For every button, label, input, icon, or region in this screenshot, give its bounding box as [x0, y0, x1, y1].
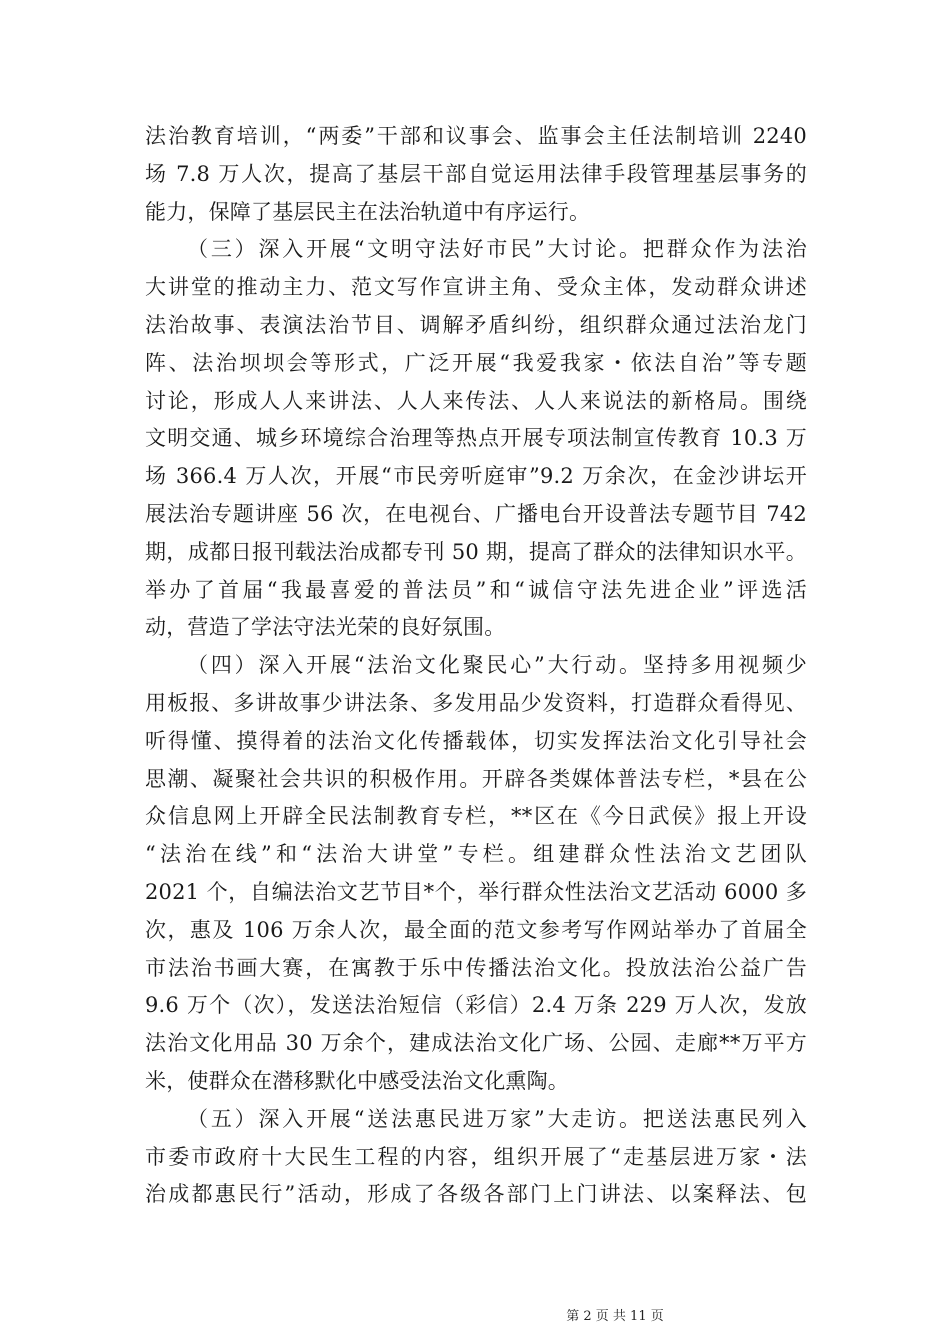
text-line: 能力，保障了基层民主在法治轨道中有序运行。: [145, 199, 591, 224]
text-line: 期，成都日报刊载法治成都专刊 50 期，提高了群众的法律知识水平。: [145, 539, 807, 564]
document-body: [145, 118, 807, 1214]
text-line: 场 7.8 万人次，提高了基层干部自觉运用法律手段管理基层事务的: [145, 161, 807, 186]
text-line: 法治教育培训，“两委”干部和议事会、监事会主任法制培训 2240: [145, 124, 807, 148]
text-line: 举办了首届“我最喜爱的普法员”和“诚信守法先进企业”评选活: [145, 577, 807, 602]
text-line: 米，使群众在潜移默化中感受法治文化熏陶。: [145, 1068, 569, 1093]
paragraph-section-4: [145, 647, 807, 1101]
text-line: 听得懂、摸得着的法治文化传播载体，切实发挥法治文化引导社会: [145, 728, 807, 753]
text-line: 2021 个，自编法治文艺节目*个，举行群众性法治文艺活动 6000 多: [145, 879, 807, 904]
text-line: 思潮、凝聚社会共识的积极作用。开辟各类媒体普法专栏，*县在公: [145, 766, 807, 791]
text-line: 市法治书画大赛，在寓教于乐中传播法治文化。投放法治公益广告: [145, 955, 807, 980]
text-line: 法治故事、表演法治节目、调解矛盾纠纷，组织群众通过法治龙门: [145, 312, 807, 337]
text-line: 治成都惠民行”活动，形成了各级各部门上门讲法、以案释法、包: [145, 1182, 807, 1207]
section-heading-line: （五）深入开展“送法惠民进万家”大走访。把送法惠民列入: [187, 1106, 807, 1131]
text-line: 法治文化用品 30 万余个，建成法治文化广场、公园、走廊**万平方: [145, 1031, 807, 1056]
paragraph-section-3: [145, 231, 807, 647]
text-line: 用板报、多讲故事少讲法条、多发用品少发资料，打造群众看得见、: [145, 690, 807, 715]
paragraph-1-continued: [145, 118, 807, 231]
text-line: 讨论，形成人人来讲法、人人来传法、人人来说法的新格局。围绕: [145, 388, 807, 413]
section-heading-line: （四）深入开展“法治文化聚民心”大行动。坚持多用视频少: [187, 653, 807, 678]
page-footer: [0, 1305, 950, 1324]
text-line: “法治在线”和“法治大讲堂”专栏。组建群众性法治文艺团队: [145, 842, 807, 867]
text-line: 次，惠及 106 万余人次，最全面的范文参考写作网站举办了首届全: [145, 917, 807, 942]
text-line: 大讲堂的推动主力、范文写作宣讲主角、受众主体，发动群众讲述: [145, 275, 807, 300]
text-line: 场 366.4 万人次，开展“市民旁听庭审”9.2 万余次，在金沙讲坛开: [145, 464, 807, 489]
text-line: 文明交通、城乡环境综合治理等热点开展专项法制宣传教育 10.3 万: [145, 426, 807, 451]
text-line: 动，营造了学法守法光荣的良好氛围。: [145, 615, 506, 640]
text-line: 众信息网上开辟全民法制教育专栏，**区在《今日武侯》报上开设: [145, 804, 807, 829]
text-line: 展法治专题讲座 56 次，在电视台、广播电台开设普法专题节目 742: [145, 501, 807, 526]
page-number: 第 2 页 共 11 页: [566, 1309, 664, 1324]
text-line: 市委市政府十大民生工程的内容，组织开展了“走基层进万家・法: [145, 1144, 807, 1169]
text-line: 阵、法治坝坝会等形式，广泛开展“我爱我家・依法自治”等专题: [145, 350, 807, 375]
section-heading-line: （三）深入开展“文明守法好市民”大讨论。把群众作为法治: [187, 237, 807, 262]
paragraph-section-5: [145, 1101, 807, 1214]
text-line: 9.6 万个（次），发送法治短信（彩信）2.4 万条 229 万人次，发放: [145, 993, 807, 1018]
